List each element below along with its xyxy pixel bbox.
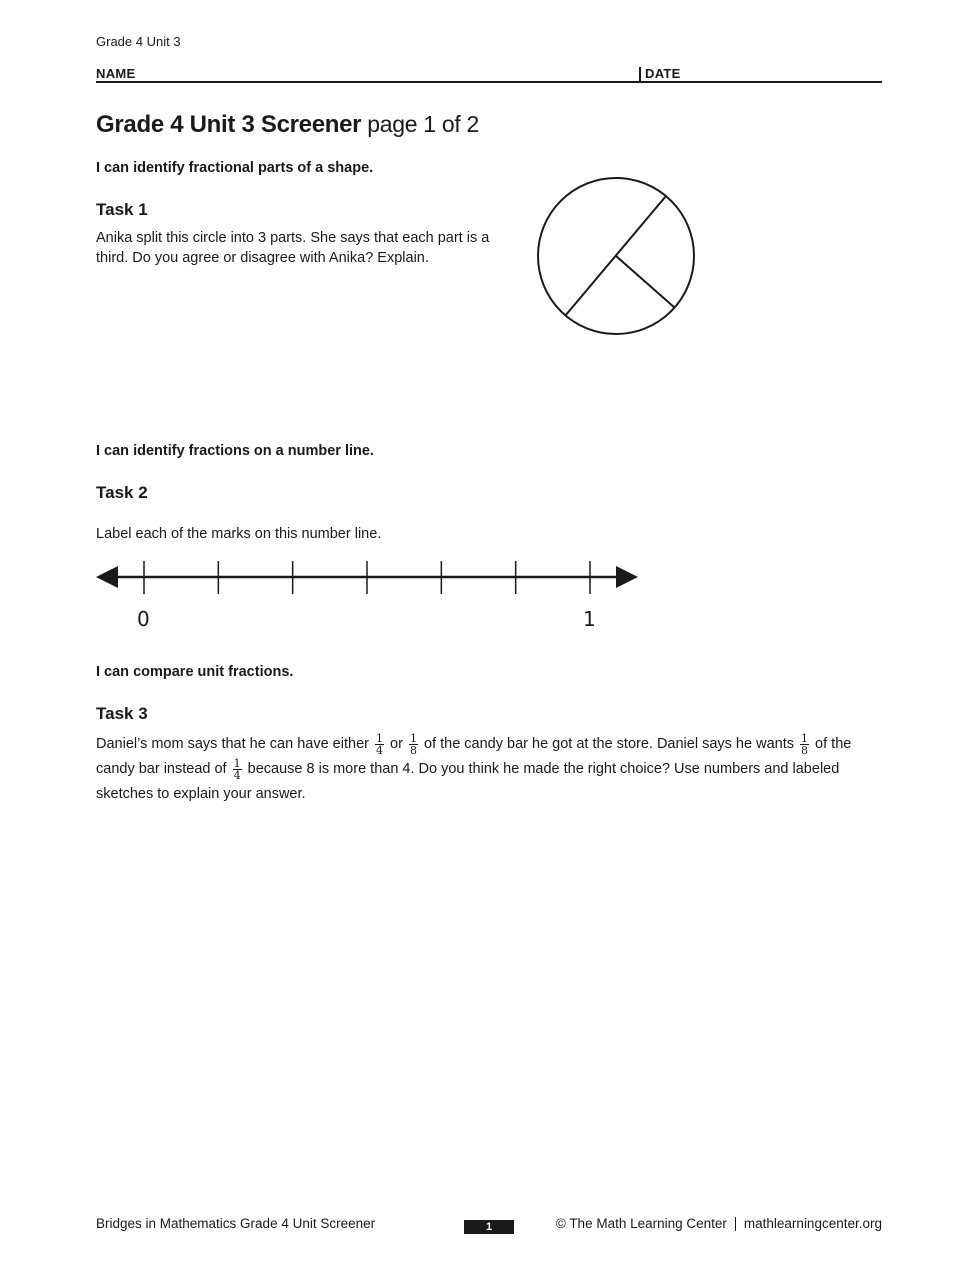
- page-title-main: Grade 4 Unit 3 Screener: [96, 111, 362, 138]
- fraction-denominator: 4: [233, 768, 241, 782]
- task-1-heading: Task 1: [96, 200, 148, 219]
- number-line-label-zero: 0: [137, 607, 150, 631]
- circle-radius-line: [616, 256, 675, 308]
- fraction-numerator: 1: [409, 731, 417, 745]
- footer-copyright: © The Math Learning Center: [555, 1216, 727, 1231]
- split-circle-figure: [530, 170, 702, 342]
- unit-label: Grade 4 Unit 3: [96, 34, 181, 49]
- fraction-numerator: 1: [801, 731, 809, 745]
- fraction-one-fourth: [233, 758, 242, 781]
- footer-title: Bridges in Mathematics Grade 4 Unit Screener: [96, 1216, 376, 1231]
- task-1-line-1: Anika split this circle into 3 parts. She says that each part is a: [96, 230, 490, 246]
- task-1-line-2: third. Do you agree or disagree with Anika? Explain.: [96, 250, 429, 266]
- fraction-denominator: 8: [409, 743, 417, 757]
- page-title: [96, 111, 479, 139]
- number-line: [90, 555, 650, 605]
- goal-3: I can compare unit fractions.: [96, 664, 294, 680]
- task-2-heading: Task 2: [96, 483, 148, 502]
- goal-1: I can identify fractional parts of a shape.: [96, 160, 374, 176]
- task-3-text-part: of the: [815, 736, 852, 752]
- fraction-numerator: 1: [233, 756, 241, 770]
- task-3-text-part: of the candy bar he got at the store. Daniel says he wants: [424, 736, 794, 752]
- task-3-line-3: sketches to explain your answer.: [96, 786, 306, 802]
- name-label: NAME: [96, 66, 136, 81]
- name-date-rule: [96, 81, 882, 83]
- task-2-instruction: Label each of the marks on this number line.: [96, 526, 382, 542]
- fraction-one-fourth: [375, 733, 384, 756]
- fraction-numerator: 1: [376, 731, 383, 745]
- date-label: DATE: [645, 66, 681, 81]
- task-3-line-2: [96, 757, 886, 782]
- footer-separator: [735, 1217, 736, 1231]
- goal-2: I can identify fractions on a number line.: [96, 443, 374, 459]
- fraction-denominator: 4: [376, 743, 383, 757]
- task-3-text-part: because 8 is more than 4. Do you think he made the right choice? Use numbers and labeled: [247, 761, 840, 777]
- circle-diameter-line: [565, 196, 666, 316]
- task-3-text-part: Daniel’s mom says that he can have either: [96, 736, 369, 752]
- number-line-right-arrow: [616, 566, 638, 588]
- footer-url: mathlearningcenter.org: [743, 1216, 882, 1231]
- fraction-one-eighth: [800, 733, 809, 756]
- page-title-subtitle: page 1 of 2: [367, 111, 480, 137]
- task-3-line-1: [96, 732, 886, 757]
- footer-credits: [556, 1216, 882, 1231]
- task-1-text: [96, 228, 489, 268]
- number-line-label-one: 1: [583, 607, 596, 631]
- date-divider: [639, 67, 641, 81]
- page-number-badge: 1: [464, 1220, 514, 1234]
- fraction-one-eighth: [409, 733, 418, 756]
- number-line-left-arrow: [96, 566, 118, 588]
- fraction-denominator: 8: [801, 743, 809, 757]
- task-3-text: [96, 732, 886, 807]
- task-3-heading: Task 3: [96, 704, 148, 723]
- task-3-text-part: candy bar instead of: [96, 761, 227, 777]
- task-3-text-part: or: [390, 736, 403, 752]
